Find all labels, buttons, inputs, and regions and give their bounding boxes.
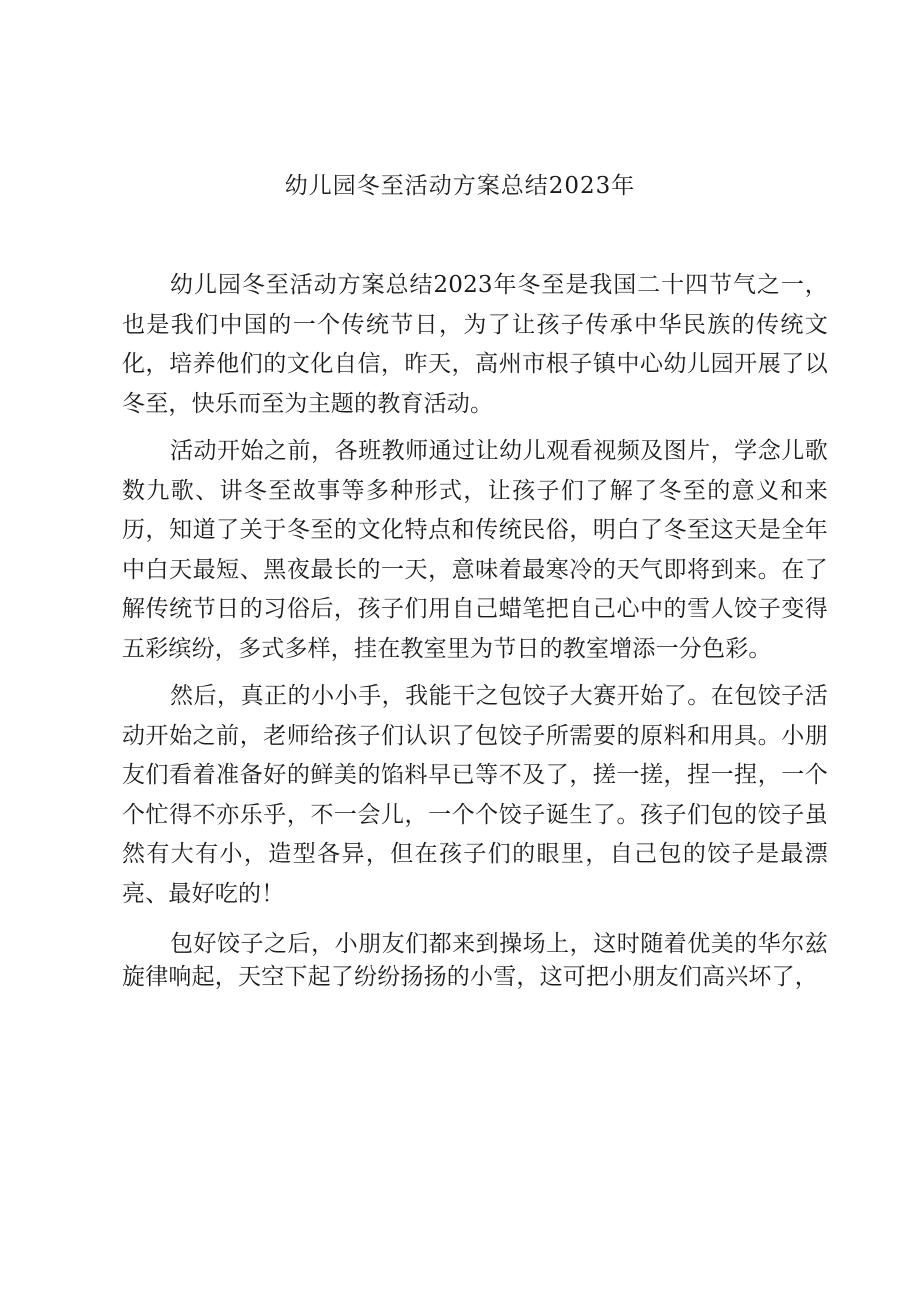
paragraph-dumpling-contest: 然后，真正的小小手，我能干之包饺子大赛开始了。在包饺子活动开始之前，老师给孩子们认识了包饺子所需要的原料和用具。小朋友们看着准备好的鲜美的馅料早已等不及了，搓一搓，捏一捏，一个个忙得不亦乐乎，不一会儿，一个个饺子诞生了。孩子们包的饺子虽然有大有小，造型各异，但在孩子们的眼里，自己包的饺子是最漂亮、最好吃的！ <box>122 683 828 907</box>
document-title: 幼儿园冬至活动方案总结2023年 <box>284 173 636 199</box>
paragraph-preparation: 活动开始之前，各班教师通过让幼儿观看视频及图片，学念儿歌数九歌、讲冬至故事等多种形式，让孩子们了解了冬至的意义和来历，知道了关于冬至的文化特点和传统民俗，明白了冬至这天是全年中白天最短、黑夜最长的一天，意味着最寒冷的天气即将到来。在了解传统节日的习俗后，孩子们用自己蜡笔把自己心中的雪人饺子变得五彩缤纷，多式多样，挂在教室里为节日的教室增添一分色彩。 <box>122 438 828 662</box>
document-body <box>122 266 828 994</box>
paragraph-intro: 幼儿园冬至活动方案总结2023年冬至是我国二十四节气之一，也是我们中国的一个传统节日，为了让孩子传承中华民族的传统文化，培养他们的文化自信，昨天，高州市根子镇中心幼儿园开展了以冬至，快乐而至为主题的教育活动。 <box>122 272 828 417</box>
paragraph-playground: 包好饺子之后，小朋友们都来到操场上，这时随着优美的华尔兹旋律响起，天空下起了纷纷扬扬的小雪，这可把小朋友们高兴坏了， <box>122 931 828 990</box>
